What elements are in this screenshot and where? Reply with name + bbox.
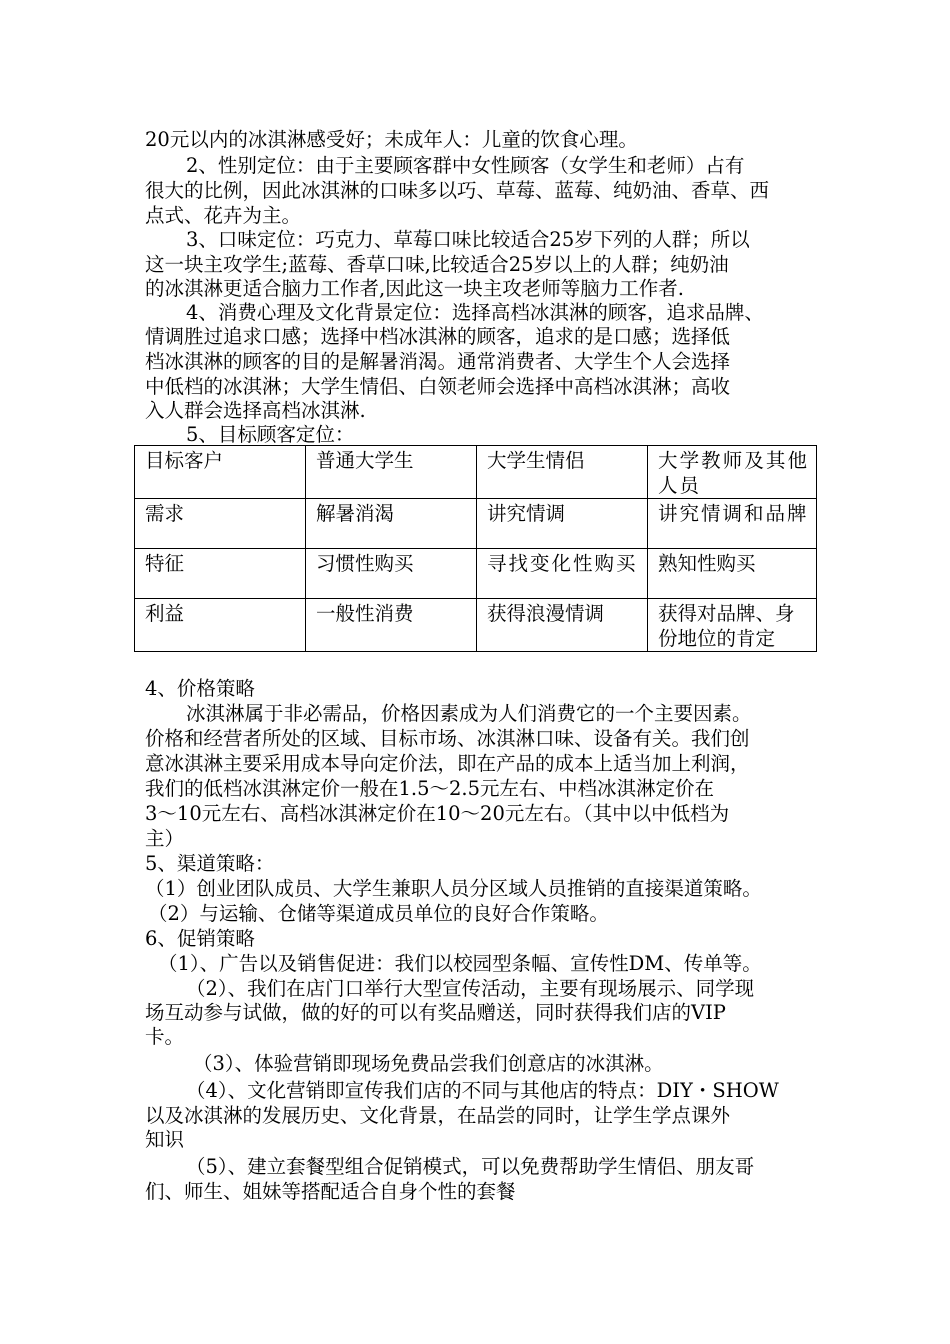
table-cell: 习惯性购买 [306, 549, 477, 599]
table-cell: 讲究情调 [477, 499, 648, 549]
target-customer-table [134, 445, 817, 652]
table-cell: 寻找变化性购买 [477, 549, 648, 599]
text-line: 档冰淇淋的顾客的目的是解暑消渴。通常消费者、大学生个人会选择 [145, 350, 731, 373]
table-cell: 解暑消渴 [306, 499, 477, 549]
table-cell: 熟知性购买 [648, 549, 817, 599]
text-line: 场互动参与试做，做的好的可以有奖品赠送，同时获得我们店的VIP [145, 1001, 726, 1024]
table-cell: 获得浪漫情调 [477, 599, 648, 652]
text-line: 4、消费心理及文化背景定位：选择高档冰淇淋的顾客，追求品牌、 [186, 301, 764, 324]
text-line: 冰淇淋属于非必需品，价格因素成为人们消费它的一个主要因素。 [186, 702, 752, 725]
text-line: 们、师生、姐妹等搭配适合自身个性的套餐 [145, 1180, 516, 1203]
section-heading: 6、促销策略 [145, 927, 255, 950]
section-heading: 5、渠道策略： [145, 852, 275, 875]
text-line: 3、口味定位：巧克力、草莓口味比较适合25岁下列的人群；所以 [186, 228, 750, 251]
table-cell: 需求 [135, 499, 306, 549]
text-line: 以及冰淇淋的发展历史、文化背景，在品尝的同时，让学生学点课外 [145, 1104, 731, 1127]
text-line: 卡。 [145, 1025, 185, 1048]
text-line: 主） [145, 827, 185, 850]
table-row [135, 446, 817, 499]
table-cell: 大学生情侣 [477, 446, 648, 499]
section-heading: 4、价格策略 [145, 677, 255, 700]
text-line: 中低档的冰淇淋；大学生情侣、白领老师会选择中高档冰淇淋；高收 [145, 375, 731, 398]
table-cell: 大学教师及其他人员 [648, 446, 817, 499]
text-line: 的冰淇淋更适合脑力工作者,因此这一块主攻老师等脑力工作者. [145, 277, 684, 300]
text-line: （1）、广告以及销售促进：我们以校园型条幅、宣传性DM、传单等。 [158, 952, 762, 975]
text-line: 5、目标顾客定位： [186, 423, 355, 446]
text-line: 2、性别定位：由于主要顾客群中女性顾客（女学生和老师）占有 [186, 154, 745, 177]
table-row [135, 499, 817, 549]
table-row [135, 549, 817, 599]
table-cell: 一般性消费 [306, 599, 477, 652]
text-line: 3～10元左右、高档冰淇淋定价在10～20元左右。（其中以中低档为 [145, 802, 730, 825]
text-line: （4）、文化营销即宣传我们店的不同与其他店的特点：DIY・SHOW [186, 1079, 779, 1102]
table-cell: 特征 [135, 549, 306, 599]
table-row [135, 599, 817, 652]
table-cell: 目标客户 [135, 446, 306, 499]
table-cell: 讲究情调和品牌 [648, 499, 817, 549]
text-line: 很大的比例，因此冰淇淋的口味多以巧、草莓、蓝莓、纯奶油、香草、西 [145, 179, 770, 202]
text-line: （3）、体验营销即现场免费品尝我们创意店的冰淇淋。 [193, 1052, 664, 1075]
text-line: 情调胜过追求口感；选择中档冰淇淋的顾客，追求的是口感；选择低 [145, 325, 731, 348]
text-line: 点式、花卉为主。 [145, 204, 302, 227]
text-line: 20元以内的冰淇淋感受好；未成年人：儿童的饮食心理。 [145, 128, 638, 151]
text-line: 价格和经营者所处的区域、目标市场、冰淇淋口味、设备有关。我们创 [145, 727, 750, 750]
text-line: 入人群会选择高档冰淇淋. [145, 399, 366, 422]
text-line: （2）与运输、仓储等渠道成员单位的良好合作策略。 [148, 902, 609, 925]
table-cell: 普通大学生 [306, 446, 477, 499]
text-line: （5）、建立套餐型组合促销模式，可以免费帮助学生情侣、朋友哥 [186, 1155, 755, 1178]
text-line: 这一块主攻学生;蓝莓、香草口味,比较适合25岁以上的人群；纯奶油 [145, 253, 729, 276]
text-line: （2）、我们在店门口举行大型宣传活动，主要有现场展示、同学现 [186, 977, 755, 1000]
text-line: 我们的低档冰淇淋定价一般在1.5～2.5元左右、中档冰淇淋定价在 [145, 777, 715, 800]
table-cell: 利益 [135, 599, 306, 652]
table-cell: 获得对品牌、身份地位的肯定 [648, 599, 817, 652]
text-line: 知识 [145, 1128, 185, 1151]
text-line: 意冰淇淋主要采用成本导向定价法，即在产品的成本上适当加上利润， [145, 752, 750, 775]
text-line: （1）创业团队成员、大学生兼职人员分区域人员推销的直接渠道策略。 [145, 877, 762, 900]
